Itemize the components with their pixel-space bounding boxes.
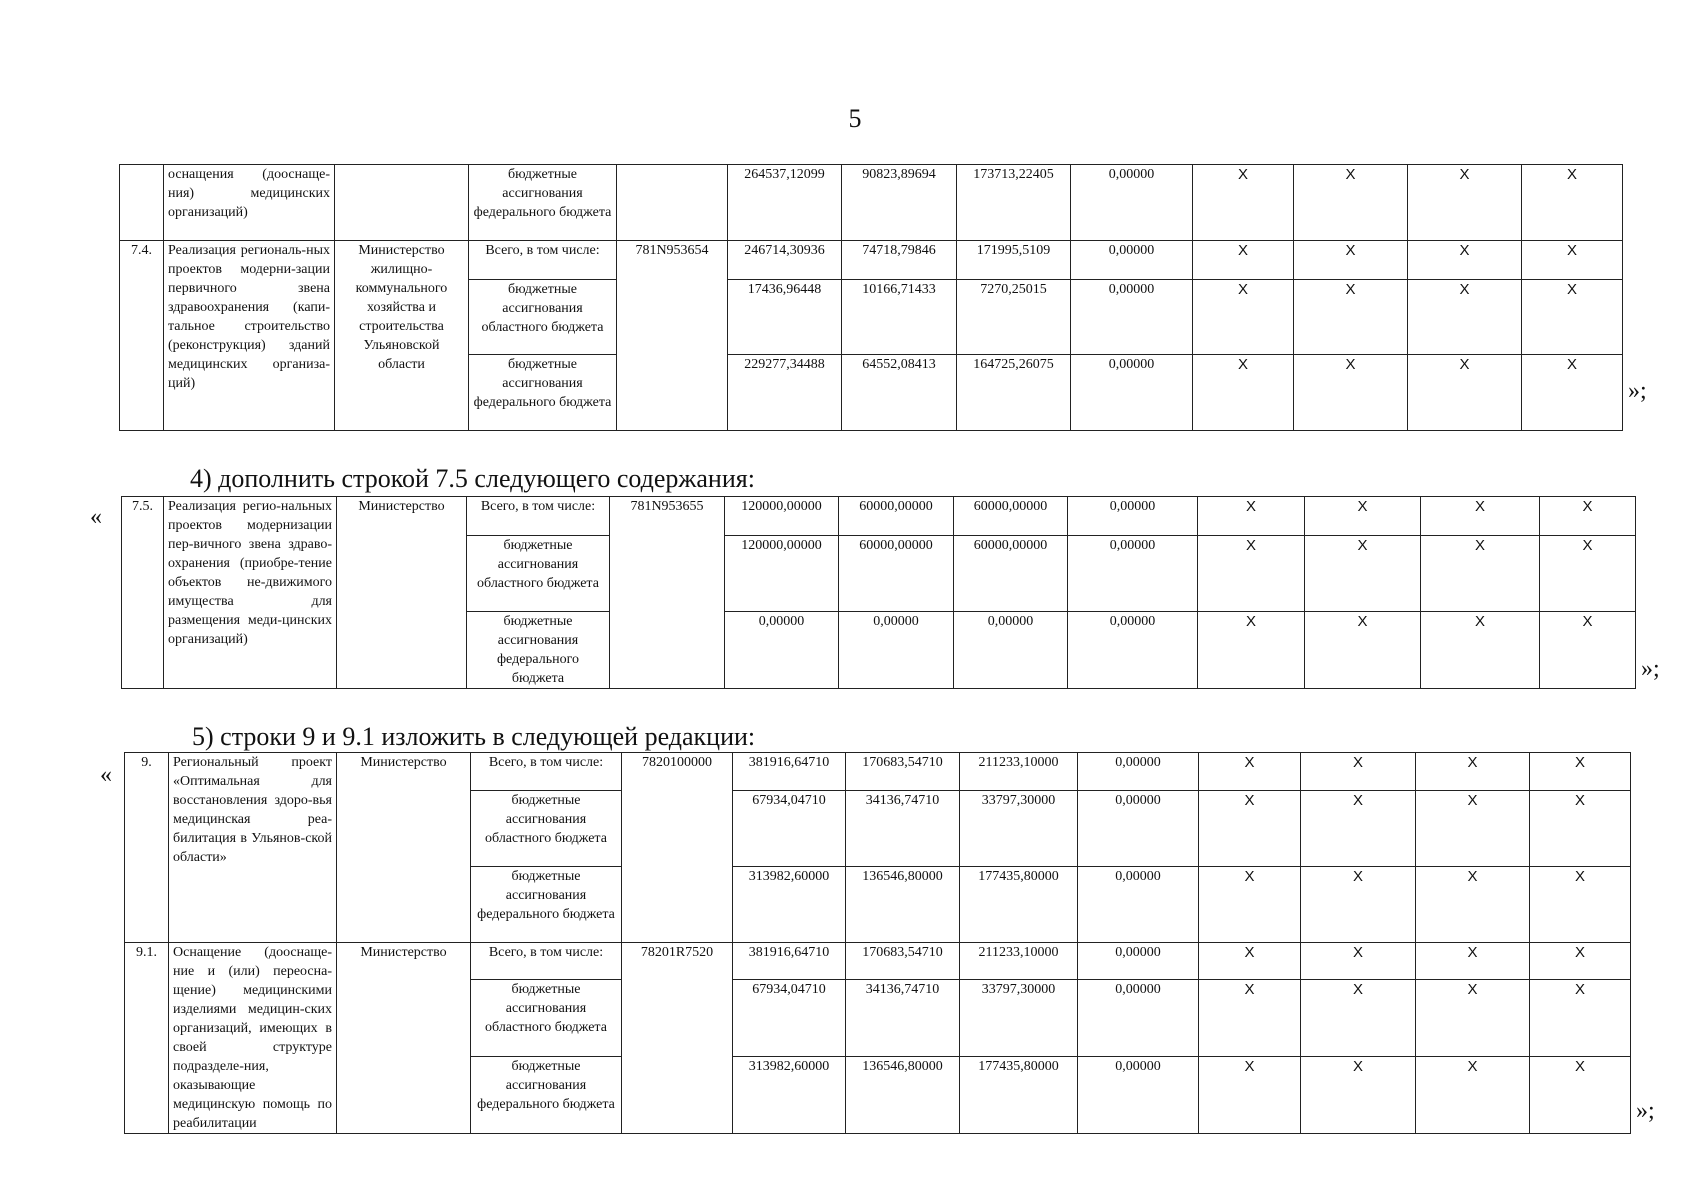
value-total: 313982,60000 xyxy=(733,1056,846,1133)
x-mark: X xyxy=(1421,497,1540,536)
value-year-2: 60000,00000 xyxy=(954,536,1068,612)
funding-source: Всего, в том числе: xyxy=(471,943,622,980)
table-row xyxy=(120,165,1623,241)
x-mark: X xyxy=(1198,536,1305,612)
x-mark: X xyxy=(1305,612,1421,689)
value-total: 264537,12099 xyxy=(728,165,842,241)
x-mark: X xyxy=(1294,280,1408,355)
funding-source: бюджетные ассигнования федерального бюджета xyxy=(469,165,617,241)
opening-quote: « xyxy=(100,762,112,788)
x-mark: X xyxy=(1408,355,1522,431)
value-year-2: 211233,10000 xyxy=(960,943,1078,980)
row-number: 7.4. xyxy=(120,241,164,431)
x-mark: X xyxy=(1305,497,1421,536)
x-mark: X xyxy=(1522,355,1623,431)
value-year-3: 0,00000 xyxy=(1078,753,1199,791)
value-year-3: 0,00000 xyxy=(1078,943,1199,980)
value-year-3: 0,00000 xyxy=(1068,536,1198,612)
x-mark: X xyxy=(1408,280,1522,355)
value-total: 67934,04710 xyxy=(733,980,846,1056)
x-mark: X xyxy=(1530,791,1631,867)
closing-quote: »; xyxy=(1628,378,1647,404)
funding-source: бюджетные ассигнования федерального бюджета xyxy=(471,867,622,943)
funding-source: бюджетные ассигнования областного бюджета xyxy=(471,791,622,867)
value-year-2: 177435,80000 xyxy=(960,867,1078,943)
value-year-2: 60000,00000 xyxy=(954,497,1068,536)
x-mark: X xyxy=(1530,753,1631,791)
row-number xyxy=(120,165,164,241)
x-mark: X xyxy=(1540,497,1636,536)
table-row xyxy=(122,497,1636,536)
budget-code: 781N953654 xyxy=(617,241,728,431)
x-mark: X xyxy=(1193,241,1294,280)
budget-table-2 xyxy=(121,496,1636,689)
x-mark: X xyxy=(1294,165,1408,241)
x-mark: X xyxy=(1530,980,1631,1056)
value-year-1: 60000,00000 xyxy=(839,536,954,612)
value-year-2: 164725,26075 xyxy=(957,355,1071,431)
row-executor xyxy=(335,165,469,241)
value-year-2: 33797,30000 xyxy=(960,980,1078,1056)
table-row xyxy=(120,241,1623,280)
row-executor: Министерство xyxy=(337,943,471,1134)
value-year-1: 136546,80000 xyxy=(846,1056,960,1133)
x-mark: X xyxy=(1540,536,1636,612)
x-mark: X xyxy=(1199,1056,1301,1133)
value-total: 381916,64710 xyxy=(733,753,846,791)
x-mark: X xyxy=(1522,241,1623,280)
x-mark: X xyxy=(1416,980,1530,1056)
budget-code xyxy=(617,165,728,241)
value-year-1: 136546,80000 xyxy=(846,867,960,943)
budget-code: 781N953655 xyxy=(610,497,725,689)
x-mark: X xyxy=(1193,355,1294,431)
value-year-2: 33797,30000 xyxy=(960,791,1078,867)
funding-source: бюджетные ассигнования областного бюджета xyxy=(471,980,622,1056)
value-year-3: 0,00000 xyxy=(1071,241,1193,280)
value-year-3: 0,00000 xyxy=(1078,791,1199,867)
x-mark: X xyxy=(1193,165,1294,241)
value-year-1: 170683,54710 xyxy=(846,753,960,791)
x-mark: X xyxy=(1198,612,1305,689)
value-total: 0,00000 xyxy=(725,612,839,689)
value-total: 229277,34488 xyxy=(728,355,842,431)
x-mark: X xyxy=(1416,943,1530,980)
x-mark: X xyxy=(1199,867,1301,943)
value-total: 246714,30936 xyxy=(728,241,842,280)
table-row xyxy=(125,753,1631,791)
value-year-1: 90823,89694 xyxy=(842,165,957,241)
value-year-3: 0,00000 xyxy=(1078,980,1199,1056)
value-year-3: 0,00000 xyxy=(1071,165,1193,241)
x-mark: X xyxy=(1530,943,1631,980)
x-mark: X xyxy=(1294,355,1408,431)
row-number: 9.1. xyxy=(125,943,169,1134)
row-executor: Министерство xyxy=(337,753,471,943)
x-mark: X xyxy=(1294,241,1408,280)
value-total: 120000,00000 xyxy=(725,497,839,536)
value-year-3: 0,00000 xyxy=(1071,355,1193,431)
row-description: Региональный проект «Оптимальная для восстановления здоро-вья медицинская реа-билитация в Ульянов-ской области» xyxy=(169,753,337,943)
x-mark: X xyxy=(1301,943,1416,980)
x-mark: X xyxy=(1421,612,1540,689)
x-mark: X xyxy=(1540,612,1636,689)
funding-source: Всего, в том числе: xyxy=(467,497,610,536)
funding-source: бюджетные ассигнования федерального бюджета xyxy=(469,355,617,431)
row-executor: Министерство жилищно-коммунального хозяйства и строительства Ульяновской области xyxy=(335,241,469,431)
x-mark: X xyxy=(1199,791,1301,867)
budget-code: 7820100000 xyxy=(622,753,733,943)
row-description: Реализация региональ-ных проектов модерни-зации первичного звена здравоохранения (капи-тальное строительство (реконструкция) зданий медицинских организа-ций) xyxy=(164,241,335,431)
section-heading-4: 4) дополнить строкой 7.5 следующего содержания: xyxy=(190,464,755,493)
value-year-1: 34136,74710 xyxy=(846,980,960,1056)
row-number: 9. xyxy=(125,753,169,943)
funding-source: бюджетные ассигнования федерального бюджета xyxy=(471,1056,622,1133)
x-mark: X xyxy=(1198,497,1305,536)
value-year-1: 0,00000 xyxy=(839,612,954,689)
value-total: 67934,04710 xyxy=(733,791,846,867)
row-description: оснащения (дооснаще-ния) медицинских организаций) xyxy=(164,165,335,241)
value-year-3: 0,00000 xyxy=(1071,280,1193,355)
x-mark: X xyxy=(1305,536,1421,612)
x-mark: X xyxy=(1416,867,1530,943)
x-mark: X xyxy=(1408,165,1522,241)
value-year-2: 7270,25015 xyxy=(957,280,1071,355)
value-total: 120000,00000 xyxy=(725,536,839,612)
value-year-3: 0,00000 xyxy=(1068,497,1198,536)
value-total: 313982,60000 xyxy=(733,867,846,943)
x-mark: X xyxy=(1416,1056,1530,1133)
budget-table-3 xyxy=(124,752,1631,1134)
value-year-1: 74718,79846 xyxy=(842,241,957,280)
x-mark: X xyxy=(1522,165,1623,241)
funding-source: Всего, в том числе: xyxy=(469,241,617,280)
row-description: Оснащение (дооснаще-ние и (или) переосна-щение) медицинскими изделиями медицин-ских организаций, имеющих в своей структуре подразделе-ния, оказывающие медицинскую помощь по реабилитации xyxy=(169,943,337,1134)
section-heading-5: 5) строки 9 и 9.1 изложить в следующей редакции: xyxy=(192,722,756,751)
row-executor: Министерство xyxy=(337,497,467,689)
value-year-2: 0,00000 xyxy=(954,612,1068,689)
page-number: 5 xyxy=(848,104,862,133)
x-mark: X xyxy=(1522,280,1623,355)
x-mark: X xyxy=(1301,791,1416,867)
x-mark: X xyxy=(1193,280,1294,355)
value-total: 17436,96448 xyxy=(728,280,842,355)
value-year-1: 10166,71433 xyxy=(842,280,957,355)
closing-quote: »; xyxy=(1641,656,1660,682)
x-mark: X xyxy=(1416,753,1530,791)
funding-source: бюджетные ассигнования федерального бюджета xyxy=(467,612,610,689)
funding-source: бюджетные ассигнования областного бюджета xyxy=(469,280,617,355)
x-mark: X xyxy=(1301,980,1416,1056)
value-year-3: 0,00000 xyxy=(1078,867,1199,943)
x-mark: X xyxy=(1530,867,1631,943)
row-number: 7.5. xyxy=(122,497,164,689)
x-mark: X xyxy=(1416,791,1530,867)
table-row xyxy=(125,943,1631,980)
value-year-1: 60000,00000 xyxy=(839,497,954,536)
budget-table-1 xyxy=(119,164,1623,431)
value-year-1: 64552,08413 xyxy=(842,355,957,431)
x-mark: X xyxy=(1199,980,1301,1056)
value-year-2: 171995,5109 xyxy=(957,241,1071,280)
funding-source: Всего, в том числе: xyxy=(471,753,622,791)
value-year-2: 173713,22405 xyxy=(957,165,1071,241)
value-year-2: 211233,10000 xyxy=(960,753,1078,791)
value-total: 381916,64710 xyxy=(733,943,846,980)
value-year-3: 0,00000 xyxy=(1068,612,1198,689)
opening-quote: « xyxy=(90,504,102,530)
x-mark: X xyxy=(1421,536,1540,612)
funding-source: бюджетные ассигнования областного бюджета xyxy=(467,536,610,612)
x-mark: X xyxy=(1301,867,1416,943)
x-mark: X xyxy=(1408,241,1522,280)
value-year-2: 177435,80000 xyxy=(960,1056,1078,1133)
value-year-1: 34136,74710 xyxy=(846,791,960,867)
closing-quote: »; xyxy=(1636,1098,1655,1124)
row-description: Реализация регио-нальных проектов модернизации пер-вичного звена здраво-охранения (приобре-тение объектов не-движимого имущества для размещения меди-цинских организаций) xyxy=(164,497,337,689)
x-mark: X xyxy=(1530,1056,1631,1133)
budget-code: 78201R7520 xyxy=(622,943,733,1134)
value-year-1: 170683,54710 xyxy=(846,943,960,980)
value-year-3: 0,00000 xyxy=(1078,1056,1199,1133)
x-mark: X xyxy=(1199,753,1301,791)
x-mark: X xyxy=(1301,753,1416,791)
x-mark: X xyxy=(1301,1056,1416,1133)
x-mark: X xyxy=(1199,943,1301,980)
